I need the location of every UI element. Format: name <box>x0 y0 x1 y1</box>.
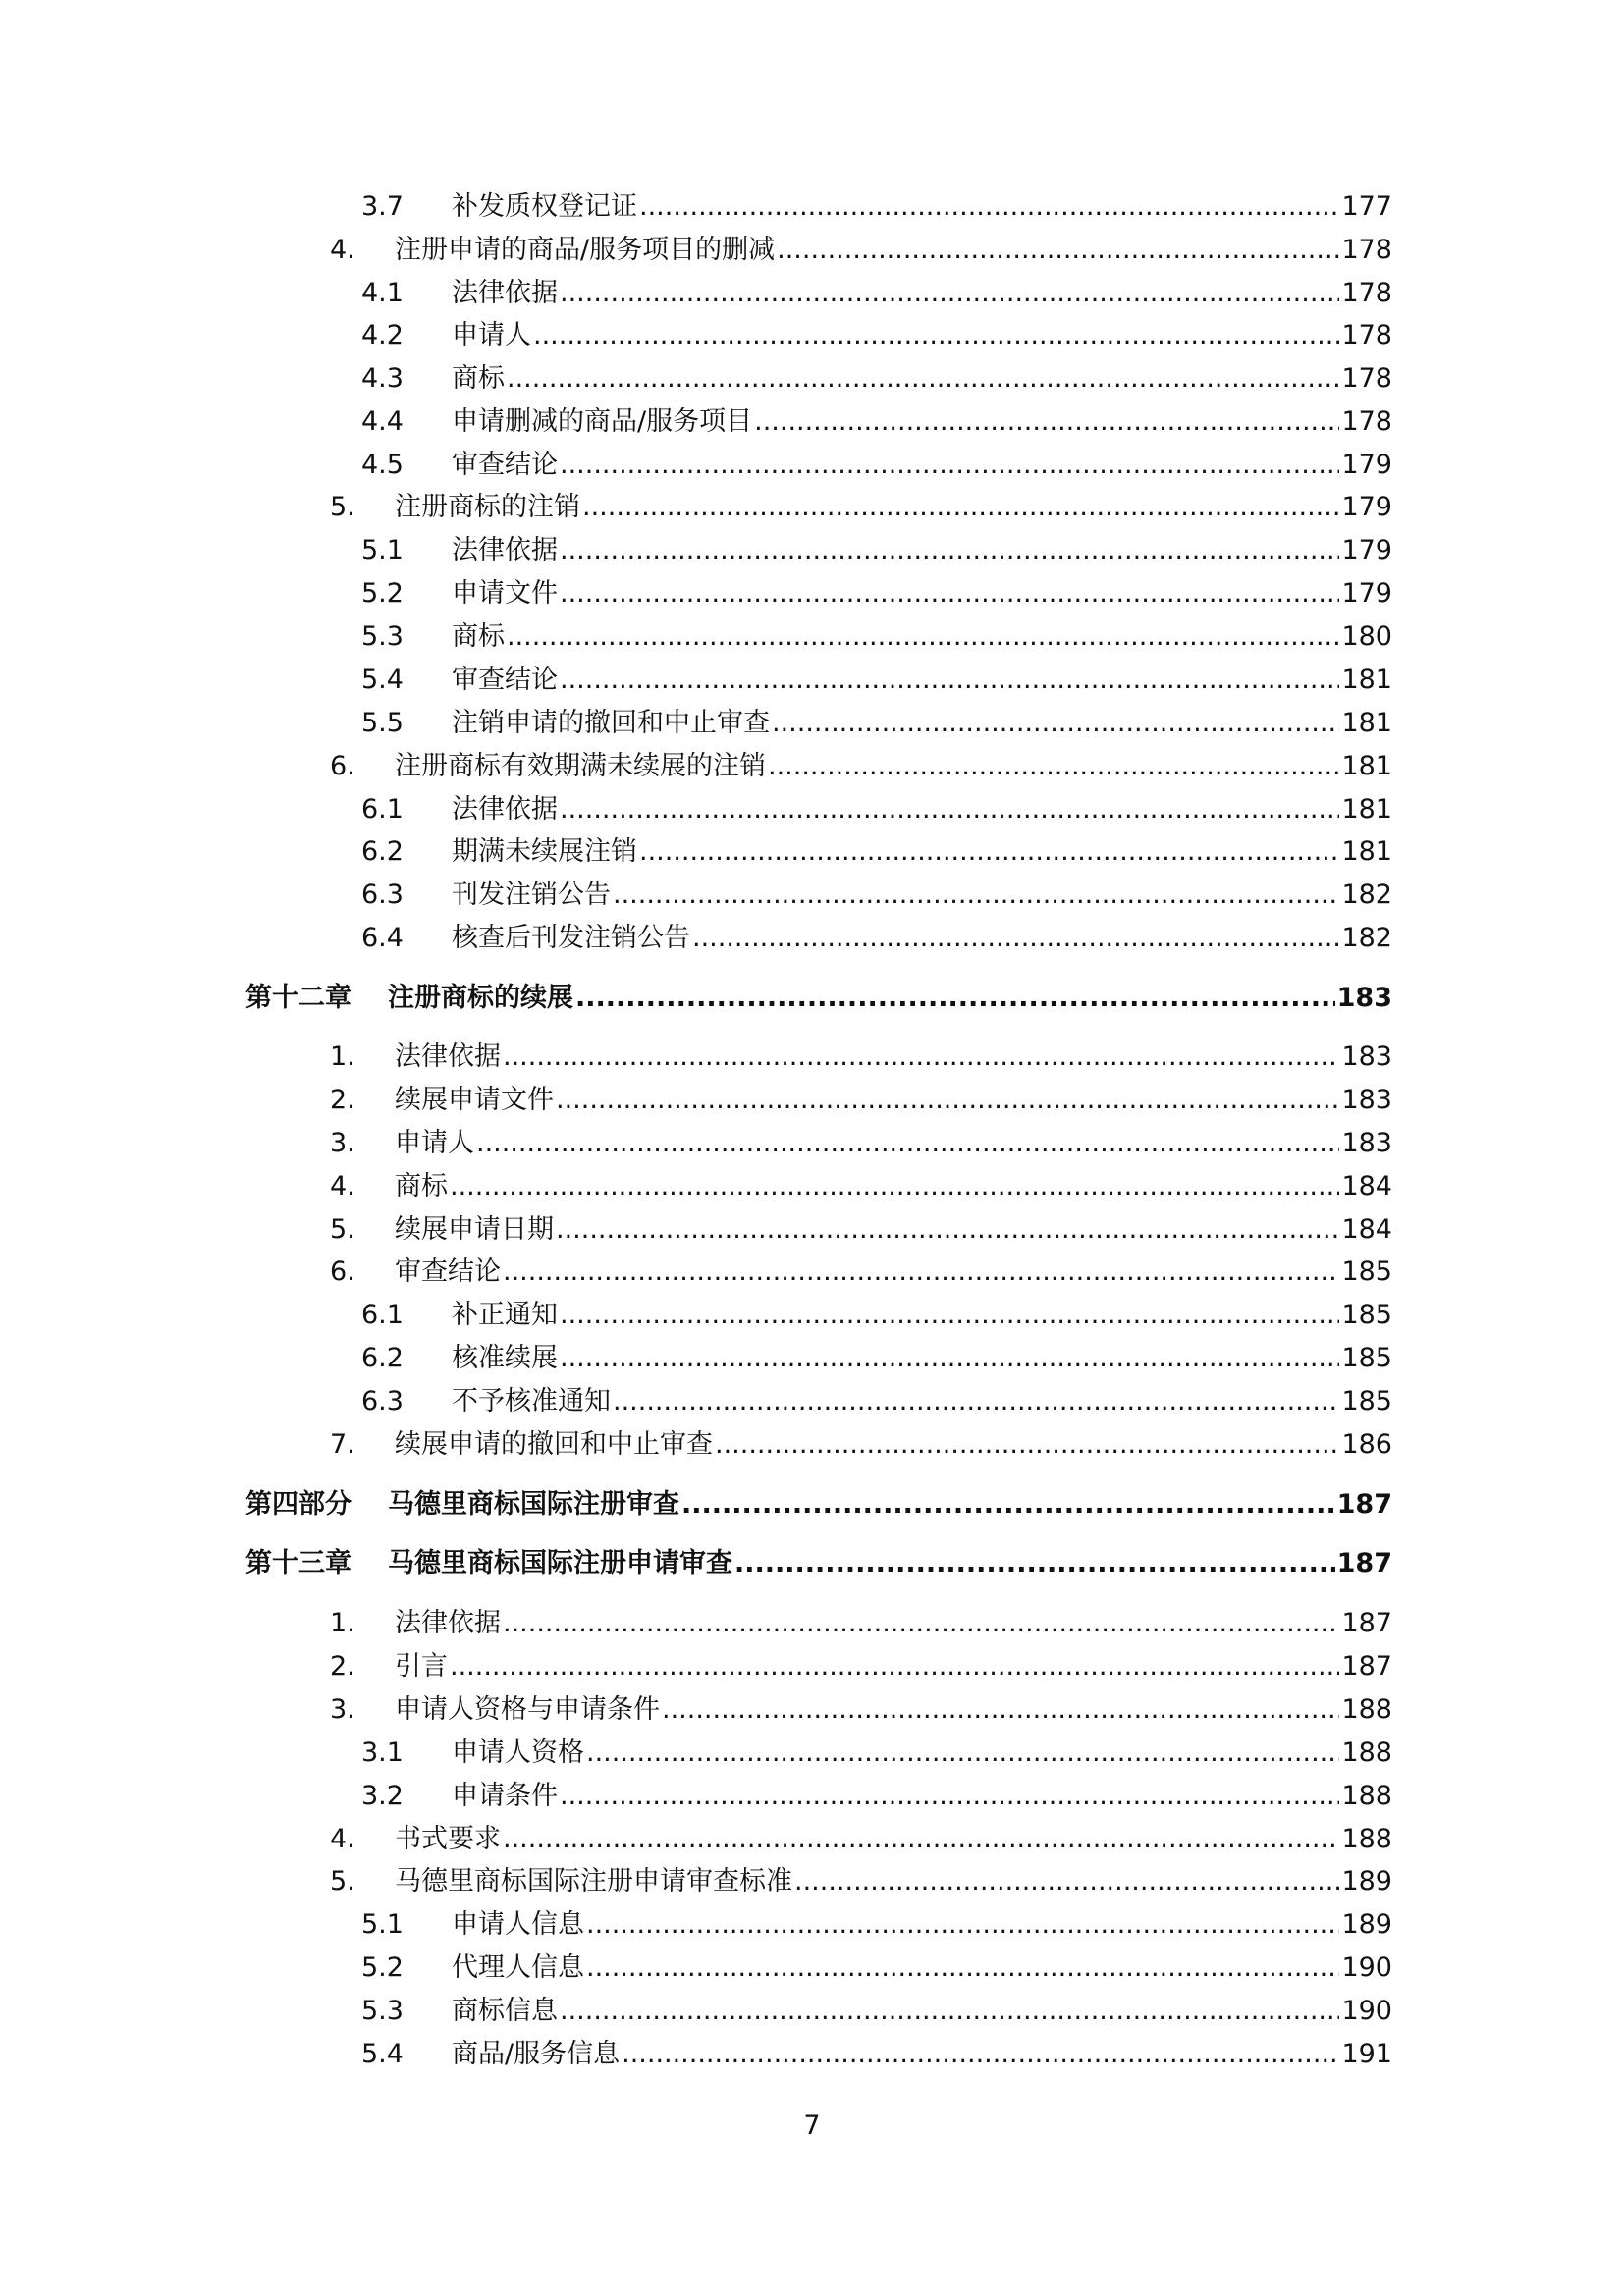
toc-entry-title: 引言 <box>395 1651 448 1682</box>
toc-entry-title: 商品/服务信息 <box>452 2039 621 2069</box>
toc-entry[interactable] <box>0 1250 1624 1289</box>
toc-entry-page: 187 <box>1341 1608 1392 1638</box>
toc-entry[interactable] <box>0 228 1624 267</box>
toc-entry-page: 181 <box>1341 665 1392 695</box>
toc-entry-page: 178 <box>1341 235 1392 265</box>
toc-entry-page: 182 <box>1341 923 1392 953</box>
toc-entry-number: 6.3 <box>361 1386 404 1416</box>
toc-entry-title: 商标 <box>452 363 505 394</box>
toc-entry-page: 187 <box>1341 1651 1392 1682</box>
toc-entry-number: 2. <box>330 1651 355 1682</box>
dot-leader <box>715 1428 1339 1462</box>
toc-heading-entry[interactable] <box>0 976 1624 1015</box>
toc-entry[interactable] <box>0 701 1624 740</box>
toc-entry-title: 法律依据 <box>452 535 558 565</box>
toc-entry-number: 6.2 <box>361 836 404 867</box>
dot-leader <box>560 664 1339 697</box>
dot-leader <box>503 1255 1339 1289</box>
dot-leader <box>450 1650 1339 1683</box>
toc-entry-number: 5. <box>330 1866 355 1896</box>
toc-entry-number: 6.1 <box>361 1300 404 1330</box>
toc-entry[interactable] <box>0 916 1624 955</box>
toc-entry-title: 商标 <box>452 621 505 652</box>
toc-entry[interactable] <box>0 185 1624 224</box>
toc-entry[interactable] <box>0 744 1624 783</box>
toc-entry-title: 续展申请文件 <box>395 1085 554 1115</box>
toc-entry-page: 183 <box>1336 983 1392 1013</box>
dot-leader <box>560 1342 1339 1375</box>
dot-leader <box>613 1385 1339 1418</box>
toc-entry[interactable] <box>0 400 1624 439</box>
dot-leader <box>507 362 1339 396</box>
toc-entry-page: 185 <box>1341 1256 1392 1287</box>
toc-entry[interactable] <box>0 1035 1624 1074</box>
toc-entry-number: 5.2 <box>361 578 404 609</box>
toc-entry-title: 注册商标的注销 <box>395 492 580 522</box>
toc-entry[interactable] <box>0 1731 1624 1770</box>
dot-leader <box>556 1084 1339 1117</box>
toc-entry-page: 182 <box>1341 880 1392 910</box>
dot-leader <box>503 1607 1339 1640</box>
toc-entry-title: 法律依据 <box>452 278 558 308</box>
toc-entry[interactable] <box>0 1422 1624 1462</box>
toc-entry-page: 181 <box>1341 794 1392 825</box>
dot-leader <box>586 1908 1339 1942</box>
toc-entry[interactable] <box>0 1164 1624 1203</box>
toc-entry-number: 6.3 <box>361 880 404 910</box>
toc-entry-number: 4.5 <box>361 450 404 480</box>
dot-leader <box>734 1547 1335 1580</box>
dot-leader <box>772 707 1339 740</box>
toc-entry[interactable] <box>0 271 1624 310</box>
dot-leader <box>662 1693 1339 1727</box>
dot-leader <box>622 2038 1339 2071</box>
toc-entry-title: 核准续展 <box>452 1343 558 1373</box>
dot-leader <box>560 577 1339 611</box>
toc-entry-number: 4.3 <box>361 363 404 394</box>
toc-entry-title: 注册申请的商品/服务项目的删减 <box>395 235 776 265</box>
dot-leader <box>476 1127 1339 1160</box>
dot-leader <box>560 1780 1339 1813</box>
toc-entry[interactable] <box>0 1121 1624 1160</box>
toc-entry-page: 191 <box>1341 2039 1392 2069</box>
toc-entry-title: 申请删减的商品/服务项目 <box>452 406 753 437</box>
toc-entry-title: 申请人信息 <box>452 1909 584 1940</box>
toc-entry-number: 1. <box>330 1041 355 1072</box>
dot-leader <box>613 879 1339 912</box>
toc-entry-page: 183 <box>1341 1085 1392 1115</box>
dot-leader <box>560 793 1339 827</box>
toc-entry-number: 5. <box>330 492 355 522</box>
toc-entry-page: 186 <box>1341 1429 1392 1460</box>
toc-entry-number: 4.4 <box>361 406 404 437</box>
toc-entry-number: 6. <box>330 1256 355 1287</box>
toc-entry-page: 181 <box>1341 708 1392 738</box>
toc-entry-title: 申请人 <box>395 1128 474 1158</box>
toc-entry-title: 期满未续展注销 <box>452 836 637 867</box>
toc-entry-title: 不予核准通知 <box>452 1386 611 1416</box>
toc-entry-page: 179 <box>1341 535 1392 565</box>
toc-entry[interactable] <box>0 356 1624 396</box>
toc-entry-page: 179 <box>1341 578 1392 609</box>
toc-entry-page: 183 <box>1341 1128 1392 1158</box>
toc-entry[interactable] <box>0 1293 1624 1332</box>
toc-entry-number: 5.3 <box>361 621 404 652</box>
toc-entry[interactable] <box>0 1379 1624 1418</box>
toc-entry-page: 178 <box>1341 363 1392 394</box>
toc-entry-title: 申请文件 <box>452 578 558 609</box>
toc-entry-number: 6.2 <box>361 1343 404 1373</box>
toc-entry[interactable] <box>0 1817 1624 1856</box>
dot-leader <box>560 1299 1339 1332</box>
dot-leader <box>777 234 1339 267</box>
toc-entry[interactable] <box>0 1601 1624 1640</box>
dot-leader <box>560 1995 1339 2028</box>
dot-leader <box>768 750 1339 783</box>
toc-entry-number: 5.4 <box>361 665 404 695</box>
toc-entry-page: 184 <box>1341 1171 1392 1201</box>
toc-entry-title: 审查结论 <box>452 450 558 480</box>
dot-leader <box>639 190 1339 224</box>
toc-entry-page: 188 <box>1341 1737 1392 1768</box>
toc-entry-page: 189 <box>1341 1866 1392 1896</box>
toc-entry-title: 代理人信息 <box>452 1952 584 1983</box>
toc-entry-title: 马德里商标国际注册申请审查标准 <box>395 1866 792 1896</box>
dot-leader <box>692 922 1339 955</box>
toc-entry-number: 5.3 <box>361 1996 404 2026</box>
toc-entry[interactable] <box>0 1902 1624 1942</box>
toc-entry-number: 3.1 <box>361 1737 404 1768</box>
toc-entry-page: 189 <box>1341 1909 1392 1940</box>
toc-entry-number: 4.1 <box>361 278 404 308</box>
toc-entry-number: 4. <box>330 1824 355 1854</box>
toc-entry-number: 5.2 <box>361 1952 404 1983</box>
toc-entry-title: 法律依据 <box>452 794 558 825</box>
toc-entry-title: 申请人资格 <box>452 1737 584 1768</box>
toc-heading-entry[interactable] <box>0 1482 1624 1522</box>
toc-entry[interactable] <box>0 1989 1624 2028</box>
toc-entry-title: 商标 <box>395 1171 448 1201</box>
toc-entry[interactable] <box>0 485 1624 524</box>
toc-entry-number: 第十三章 <box>245 1548 352 1578</box>
toc-entry[interactable] <box>0 443 1624 482</box>
toc-entry-title: 补正通知 <box>452 1300 558 1330</box>
dot-leader <box>560 277 1339 310</box>
dot-leader <box>503 1041 1339 1074</box>
toc-entry-page: 178 <box>1341 278 1392 308</box>
toc-entry-title: 续展申请日期 <box>395 1214 554 1245</box>
toc-entry-title: 申请条件 <box>452 1781 558 1811</box>
toc-entry-number: 5.5 <box>361 708 404 738</box>
dot-leader <box>681 1488 1335 1522</box>
toc-entry[interactable] <box>0 528 1624 567</box>
dot-leader <box>503 1823 1339 1856</box>
page-number: 7 <box>803 2110 821 2141</box>
toc-entry-number: 4.2 <box>361 320 404 350</box>
toc-entry-page: 184 <box>1341 1214 1392 1245</box>
dot-leader <box>794 1865 1339 1898</box>
toc-entry-number: 2. <box>330 1085 355 1115</box>
toc-entry-page: 177 <box>1341 191 1392 222</box>
toc-entry[interactable] <box>0 1207 1624 1247</box>
toc-entry-page: 188 <box>1341 1824 1392 1854</box>
toc-entry[interactable] <box>0 614 1624 654</box>
toc-entry[interactable] <box>0 313 1624 352</box>
dot-leader <box>582 491 1339 524</box>
dot-leader <box>560 534 1339 567</box>
toc-entry-number: 6. <box>330 751 355 781</box>
toc-entry-title: 核查后刊发注销公告 <box>452 923 690 953</box>
toc-entry-number: 5. <box>330 1214 355 1245</box>
toc-entry-title: 法律依据 <box>395 1608 501 1638</box>
toc-entry-title: 申请人资格与申请条件 <box>395 1694 660 1725</box>
toc-entry-number: 5.4 <box>361 2039 404 2069</box>
toc-entry[interactable] <box>0 787 1624 827</box>
toc-entry-number: 第四部分 <box>245 1489 352 1520</box>
toc-entry-page: 190 <box>1341 1952 1392 1983</box>
toc-entry-page: 187 <box>1336 1548 1392 1578</box>
toc-entry-number: 3.7 <box>361 191 404 222</box>
toc-entry-page: 188 <box>1341 1694 1392 1725</box>
toc-entry-page: 185 <box>1341 1300 1392 1330</box>
toc-entry-title: 马德里商标国际注册申请审查 <box>388 1548 732 1578</box>
dot-leader <box>560 449 1339 482</box>
toc-entry[interactable] <box>0 1078 1624 1117</box>
toc-entry-page: 185 <box>1341 1343 1392 1373</box>
toc-entry-title: 刊发注销公告 <box>452 880 611 910</box>
toc-entry-number: 7. <box>330 1429 355 1460</box>
toc-entry[interactable] <box>0 1774 1624 1813</box>
toc-entry-page: 190 <box>1341 1996 1392 2026</box>
toc-entry-title: 审查结论 <box>452 665 558 695</box>
toc-entry-title: 申请人 <box>452 320 531 350</box>
toc-entry[interactable] <box>0 1336 1624 1375</box>
toc-entry-number: 5.1 <box>361 535 404 565</box>
toc-entry-number: 6.1 <box>361 794 404 825</box>
toc-entry-number: 3. <box>330 1694 355 1725</box>
toc-entry[interactable] <box>0 1644 1624 1683</box>
toc-entry-title: 马德里商标国际注册审查 <box>388 1489 679 1520</box>
dot-leader <box>450 1170 1339 1203</box>
toc-entry-page: 188 <box>1341 1781 1392 1811</box>
toc-entry-title: 商标信息 <box>452 1996 558 2026</box>
toc-entry-page: 183 <box>1341 1041 1392 1072</box>
toc-entry-page: 185 <box>1341 1386 1392 1416</box>
dot-leader <box>586 1951 1339 1985</box>
toc-entry-page: 181 <box>1341 751 1392 781</box>
toc-entry-title: 书式要求 <box>395 1824 501 1854</box>
toc-entry[interactable] <box>0 1859 1624 1898</box>
toc-entry-title: 注册商标有效期满未续展的注销 <box>395 751 766 781</box>
dot-leader <box>556 1213 1339 1247</box>
toc-entry-page: 187 <box>1336 1489 1392 1520</box>
toc-entry-number: 6.4 <box>361 923 404 953</box>
toc-entry-number: 3.2 <box>361 1781 404 1811</box>
toc-entry-page: 178 <box>1341 320 1392 350</box>
toc-entry-number: 3. <box>330 1128 355 1158</box>
dot-leader <box>754 405 1339 439</box>
toc-heading-entry[interactable] <box>0 1541 1624 1580</box>
toc-entry-title: 审查结论 <box>395 1256 501 1287</box>
toc-entry-page: 179 <box>1341 492 1392 522</box>
toc-entry[interactable] <box>0 1946 1624 1985</box>
dot-leader <box>575 982 1335 1015</box>
toc-entry-title: 注销申请的撤回和中止审查 <box>452 708 770 738</box>
toc-entry-number: 5.1 <box>361 1909 404 1940</box>
dot-leader <box>586 1736 1339 1770</box>
toc-entry[interactable] <box>0 1687 1624 1727</box>
toc-entry-number: 4. <box>330 1171 355 1201</box>
toc-entry-title: 续展申请的撤回和中止审查 <box>395 1429 713 1460</box>
toc-entry-page: 180 <box>1341 621 1392 652</box>
toc-entry[interactable] <box>0 829 1624 869</box>
toc-entry-page: 181 <box>1341 836 1392 867</box>
toc-entry-title: 补发质权登记证 <box>452 191 637 222</box>
toc-entry-title: 注册商标的续展 <box>388 983 573 1013</box>
toc-entry[interactable] <box>0 2032 1624 2071</box>
toc-entry-number: 第十二章 <box>245 983 352 1013</box>
toc-entry[interactable] <box>0 873 1624 912</box>
toc-entry-title: 法律依据 <box>395 1041 501 1072</box>
dot-leader <box>639 835 1339 869</box>
toc-entry-page: 179 <box>1341 450 1392 480</box>
toc-entry[interactable] <box>0 571 1624 611</box>
toc-entry-number: 1. <box>330 1608 355 1638</box>
toc-entry[interactable] <box>0 658 1624 697</box>
toc-entry-page: 178 <box>1341 406 1392 437</box>
dot-leader <box>533 319 1339 352</box>
toc-entry-number: 4. <box>330 235 355 265</box>
dot-leader <box>507 620 1339 654</box>
